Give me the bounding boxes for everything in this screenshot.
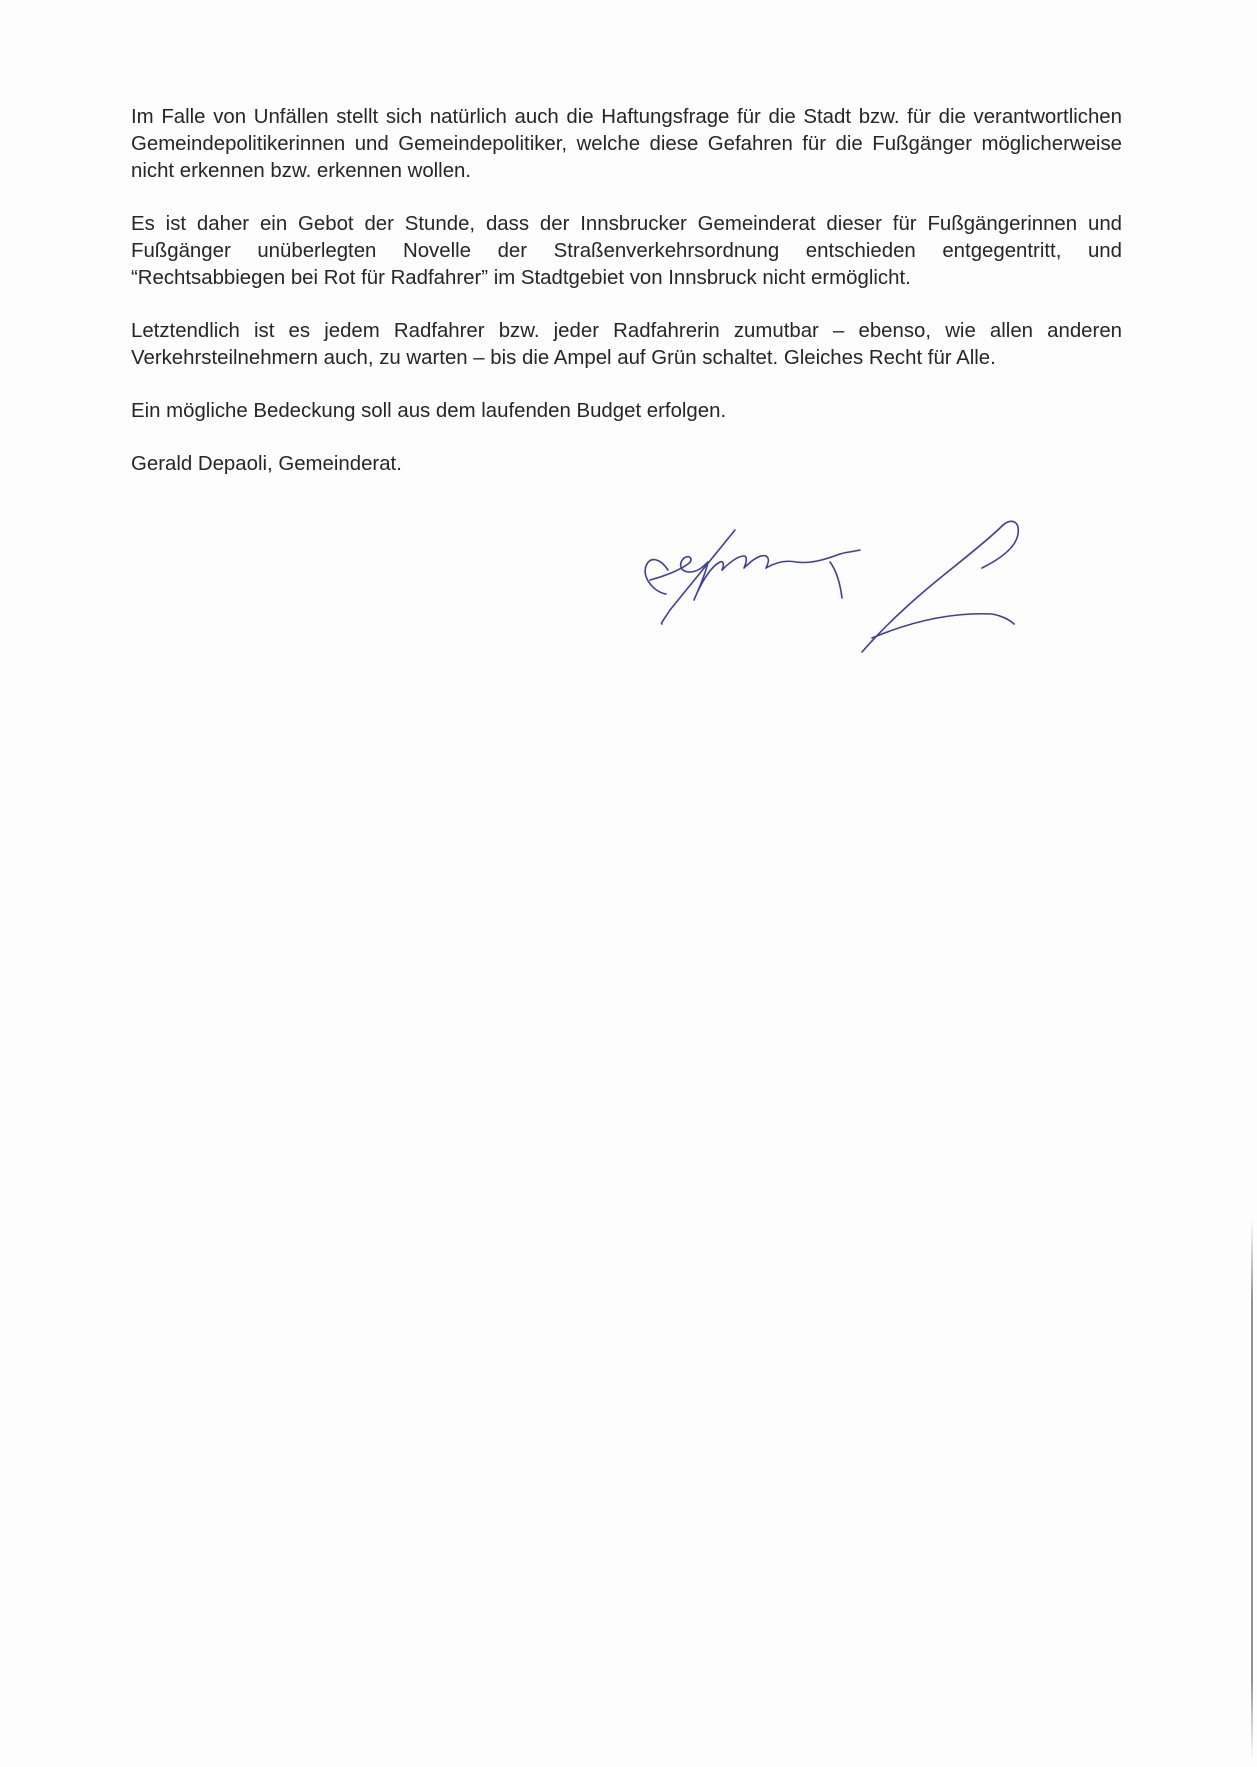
paragraph-liability: Im Falle von Unfällen stellt sich natürlich auch die Haftungsfrage für die Stadt bzw. für die verantwortlichen Gemeindepolitikerinnen und Gemeindepolitiker, welche diese Gefahren für die Fußgänger möglicherweise nicht erkennen bzw. erkennen wollen. — [131, 106, 1122, 182]
paragraph-budget: Ein mögliche Bedeckung soll aus dem laufenden Budget erfolgen. — [131, 400, 727, 422]
signature-drawing — [620, 510, 1040, 660]
handwritten-signature — [620, 510, 1040, 660]
scan-edge-shadow — [1251, 1220, 1253, 1760]
paragraph-reasonable-waiting: Letztendlich ist es jedem Radfahrer bzw. jeder Radfahrerin zumutbar – ebenso, wie allen anderen Verkehrsteilnehmern auch, zu warten – bis die Ampel auf Grün schaltet. Gleiches Recht für Alle. — [131, 320, 1122, 369]
closing-signature-line: Gerald Depaoli, Gemeinderat. — [131, 453, 402, 475]
letter-body — [131, 104, 1122, 504]
paragraph-demand: Es ist daher ein Gebot der Stunde, dass der Innsbrucker Gemeinderat dieser für Fußgängerinnen und Fußgänger unüberlegten Novelle der Straßenverkehrsordnung entschieden entgegentritt, und “Rechtsabbiegen bei Rot für Radfahrer” im Stadtgebiet von Innsbruck nicht ermöglicht. — [131, 213, 1122, 289]
